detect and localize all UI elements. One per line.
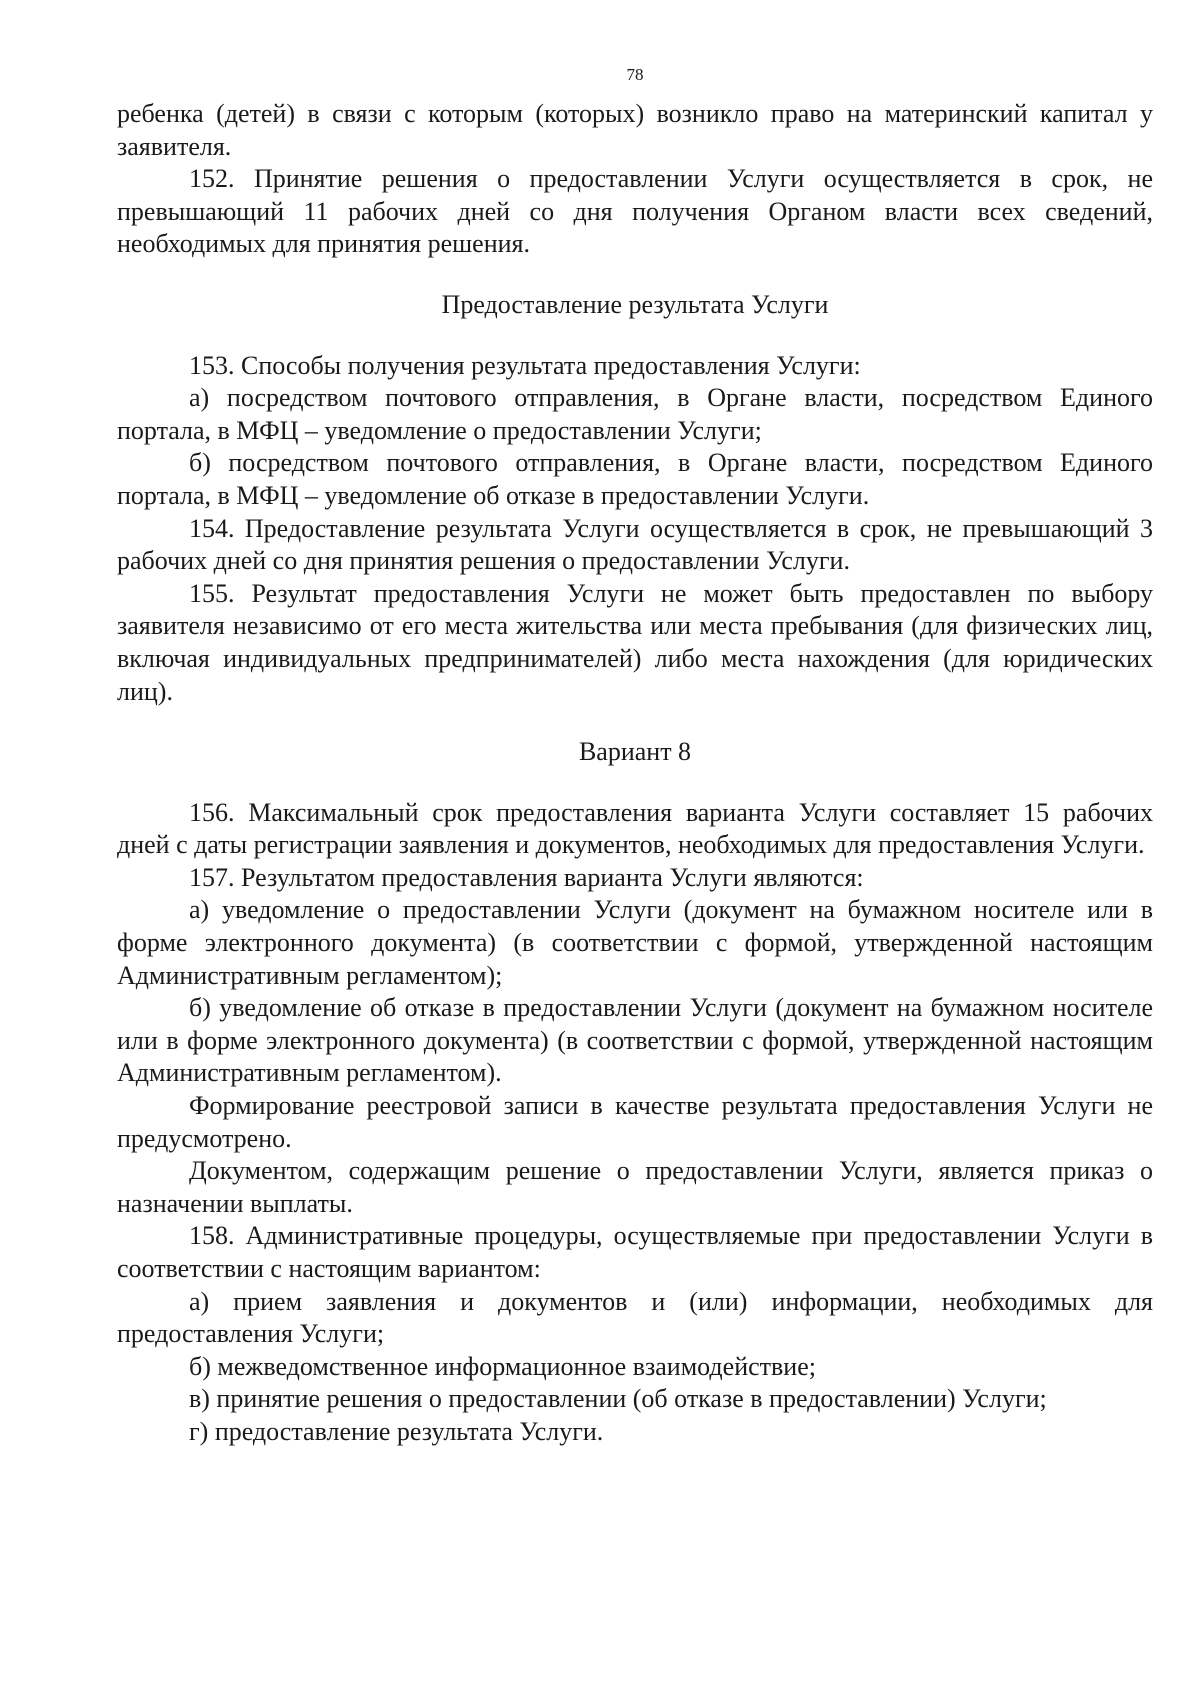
paragraph-157: 157. Результатом предоставления варианта Услуги являются:	[189, 862, 864, 892]
section-heading-variant: Вариант 8	[578, 737, 692, 767]
paragraph-158: 158. Административные процедуры, осуществляемые при предоставлении Услуги в соответствии с настоящим вариантом:	[117, 1221, 1153, 1283]
paragraph-153-a: а) посредством почтового отправления, в Органе власти, посредством Единого портала, в МФЦ – уведомление о предоставлении Услуги;	[117, 383, 1153, 445]
paragraph-154: 154. Предоставление результата Услуги осуществляется в срок, не превышающий 3 рабочих дней со дня принятия решения о предоставлении Услуги.	[117, 513, 1153, 576]
paragraph-continuation: ребенка (детей) в связи с которым (которых) возникло право на материнский капитал у заявителя.	[117, 99, 1153, 161]
document-page	[117, 62, 1153, 1449]
paragraph-158-b: б) межведомственное информационное взаимодействие;	[189, 1351, 816, 1381]
paragraph-157-b: б) уведомление об отказе в предоставлении Услуги (документ на бумажном носителе или в форме электронного документа) (в соответствии с формой, утвержденной настоящим Административным регламентом).	[117, 993, 1153, 1088]
page-number: 78	[626, 65, 644, 84]
paragraph-155: 155. Результат предоставления Услуги не может быть предоставлен по выбору заявителя независимо от его места жительства или места пребывания (для физических лиц, включая индивидуальных предпринимателей) либо места нахождения (для юридических лиц).	[117, 578, 1153, 706]
paragraph-decision-document: Документом, содержащим решение о предоставлении Услуги, является приказ о назначении выплаты.	[117, 1156, 1153, 1218]
section-heading-result: Предоставление результата Услуги	[441, 289, 829, 319]
paragraph-153: 153. Способы получения результата предоставления Услуги:	[189, 350, 861, 380]
paragraph-158-a: а) прием заявления и документов и (или) информации, необходимых для предоставления Услуги;	[117, 1286, 1153, 1349]
paragraph-157-a: а) уведомление о предоставлении Услуги (документ на бумажном носителе или в форме электронного документа) (в соответствии с формой, утвержденной настоящим Административным регламентом);	[117, 895, 1153, 990]
paragraph-158-g: г) предоставление результата Услуги.	[189, 1416, 604, 1446]
paragraph-152: 152. Принятие решения о предоставлении Услуги осуществляется в срок, не превышающий 11 рабочих дней со дня получения Органом власти всех сведений, необходимых для принятия решения.	[117, 164, 1153, 259]
paragraph-153-b: б) посредством почтового отправления, в Органе власти, посредством Единого портала, в МФЦ – уведомление об отказе в предоставлении Услуги.	[117, 448, 1153, 510]
paragraph-156: 156. Максимальный срок предоставления варианта Услуги составляет 15 рабочих дней с даты регистрации заявления и документов, необходимых для предоставления Услуги.	[117, 797, 1153, 860]
paragraph-registry-record: Формирование реестровой записи в качестве результата предоставления Услуги не предусмотрено.	[117, 1091, 1153, 1153]
paragraph-158-v: в) принятие решения о предоставлении (об отказе в предоставлении) Услуги;	[189, 1384, 1047, 1414]
